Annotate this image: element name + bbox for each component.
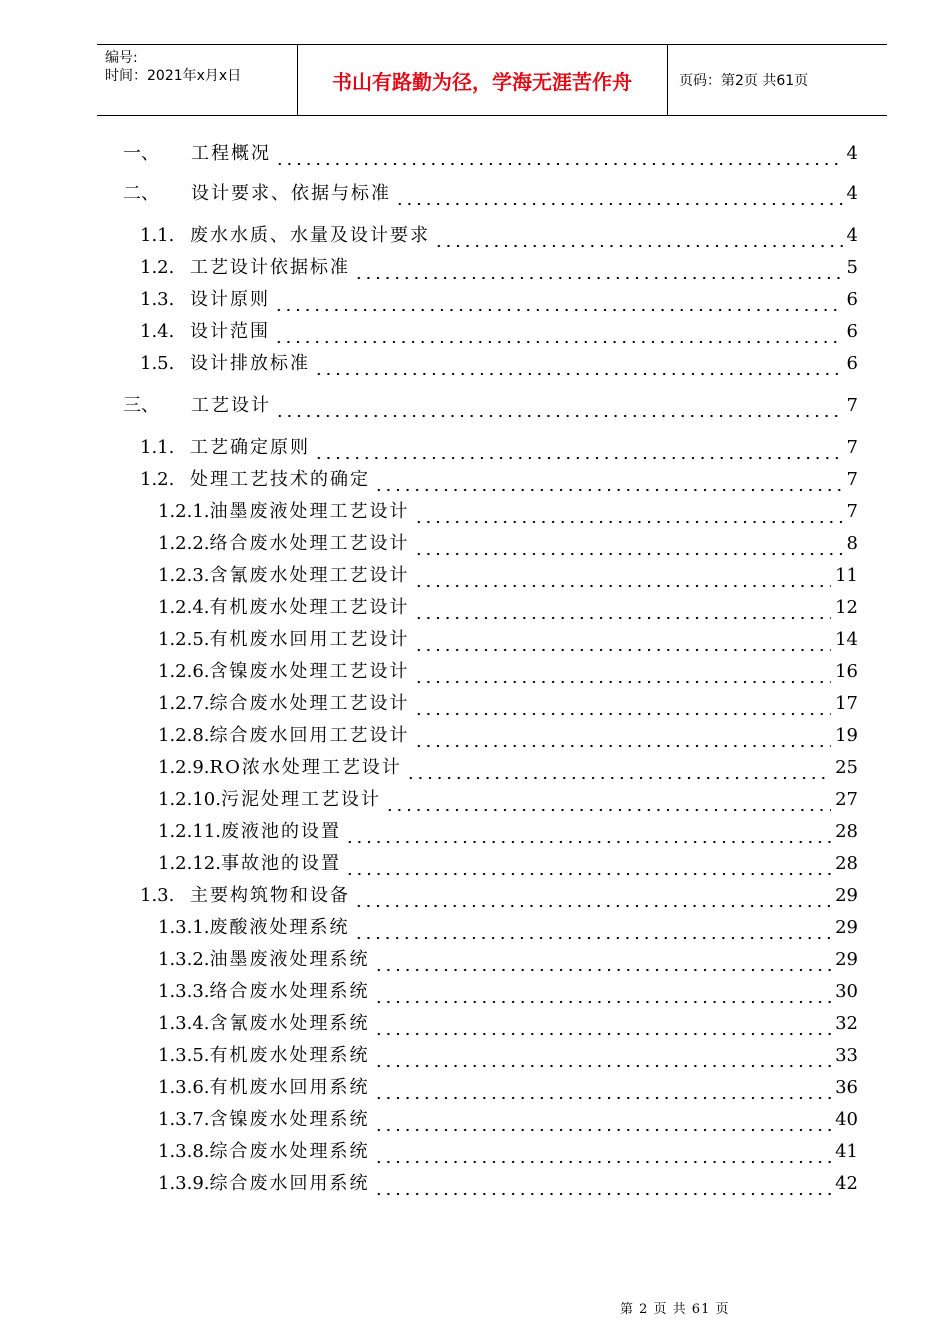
toc-leader-dots <box>374 984 832 1004</box>
toc-leader-dots <box>274 292 843 312</box>
toc-entry-title: 废水水质、水量及设计要求 <box>190 225 430 246</box>
toc-entry-number: 1.2.11. <box>158 821 221 842</box>
toc-entry[interactable] <box>158 722 858 748</box>
toc-entry-page: 33 <box>835 1045 858 1066</box>
toc-leader-dots <box>314 356 843 376</box>
toc-entry-title: 工程概况 <box>191 143 271 164</box>
toc-entry-title: 含氰废水处理工艺设计 <box>209 565 410 586</box>
toc-entry[interactable] <box>158 946 858 972</box>
toc-entry-title: 络合废水处理系统 <box>209 981 370 1002</box>
toc-entry[interactable] <box>158 498 858 524</box>
toc-leader-dots <box>414 696 832 716</box>
toc-entry-page: 32 <box>835 1013 858 1034</box>
toc-leader-dots <box>414 664 832 684</box>
header-divider-left <box>297 45 298 115</box>
toc-entry-title: 含氰废水处理系统 <box>209 1013 370 1034</box>
toc-entry[interactable] <box>158 1170 858 1196</box>
toc-entry-number: 1.2.8. <box>158 725 210 746</box>
toc-entry-number: 1.2. <box>140 257 175 278</box>
toc-entry-number: 二、 <box>123 183 159 204</box>
toc-entry[interactable] <box>158 658 858 684</box>
toc-entry-number: 1.2.1. <box>158 501 210 522</box>
toc-entry-page: 6 <box>846 353 858 374</box>
toc-entry-title: 有机废水处理工艺设计 <box>209 597 410 618</box>
toc-entry[interactable] <box>158 1138 858 1164</box>
toc-leader-dots <box>414 600 832 620</box>
toc-entry-title: 油墨废液处理工艺设计 <box>209 501 410 522</box>
toc-entry-number: 1.3.5. <box>158 1045 210 1066</box>
toc-entry-title: 污泥处理工艺设计 <box>220 789 381 810</box>
toc-leader-dots <box>354 888 831 908</box>
toc-entry-number: 1.2.5. <box>158 629 210 650</box>
toc-entry-title: 主要构筑物和设备 <box>190 885 350 906</box>
toc-entry-page: 19 <box>835 725 858 746</box>
toc-entry[interactable] <box>140 286 858 312</box>
toc-entry-number: 1.3.3. <box>158 981 210 1002</box>
toc-leader-dots <box>374 1144 832 1164</box>
toc-leader-dots <box>414 632 832 652</box>
toc-leader-dots <box>275 146 843 166</box>
toc-entry-number: 1.2.6. <box>158 661 210 682</box>
toc-entry-page: 7 <box>846 469 858 490</box>
toc-entry-number: 1.3.6. <box>158 1077 210 1098</box>
toc-entry-number: 1.3.4. <box>158 1013 210 1034</box>
toc-entry-number: 1.2. <box>140 469 175 490</box>
toc-entry-title: 含镍废水处理系统 <box>209 1109 370 1130</box>
toc-entry-title: 含镍废水处理工艺设计 <box>209 661 410 682</box>
toc-entry-title: 设计排放标准 <box>190 353 310 374</box>
toc-entry-title: 工艺设计 <box>191 395 271 416</box>
toc-entry-page: 36 <box>835 1077 858 1098</box>
toc-entry[interactable] <box>123 180 858 206</box>
toc-entry[interactable] <box>158 562 858 588</box>
toc-entry-number: 1.3. <box>140 885 175 906</box>
toc-entry-page: 28 <box>835 821 858 842</box>
toc-entry[interactable] <box>158 978 858 1004</box>
header-motto: 书山有路勤为径，学海无涯苦作舟 <box>332 69 632 94</box>
toc-entry-title: 设计范围 <box>190 321 270 342</box>
toc-entry-page: 4 <box>846 183 858 204</box>
toc-entry-number: 1.1. <box>140 437 175 458</box>
toc-leader-dots <box>374 472 843 492</box>
toc-entry[interactable] <box>158 626 858 652</box>
toc-entry[interactable] <box>140 434 858 460</box>
toc-entry-number: 1.2.12. <box>158 853 221 874</box>
toc-entry[interactable] <box>158 818 858 844</box>
toc-entry-page: 25 <box>835 757 858 778</box>
toc-entry-number: 1.5. <box>140 353 175 374</box>
toc-entry-number: 1.2.4. <box>158 597 210 618</box>
toc-entry[interactable] <box>140 882 858 908</box>
toc-entry-number: 1.2.2. <box>158 533 210 554</box>
toc-leader-dots <box>354 920 832 940</box>
toc-leader-dots <box>345 824 831 844</box>
toc-entry-page: 42 <box>835 1173 858 1194</box>
toc-leader-dots <box>414 536 843 556</box>
toc-entry[interactable] <box>158 1010 858 1036</box>
toc-entry-page: 5 <box>846 257 858 278</box>
toc-entry-page: 16 <box>835 661 858 682</box>
toc-entry[interactable] <box>158 530 858 556</box>
toc-entry-page: 8 <box>846 533 858 554</box>
toc-leader-dots <box>345 856 831 876</box>
toc-entry[interactable] <box>158 1042 858 1068</box>
toc-entry-number: 1.3. <box>140 289 175 310</box>
toc-entry-title: 有机废水处理系统 <box>209 1045 370 1066</box>
toc-entry-page: 4 <box>846 143 858 164</box>
toc-entry-title: 有机废水回用系统 <box>209 1077 370 1098</box>
toc-entry[interactable] <box>158 850 858 876</box>
toc-entry-page: 40 <box>835 1109 858 1130</box>
toc-entry-title: 络合废水处理工艺设计 <box>209 533 410 554</box>
toc-entry-number: 1.3.7. <box>158 1109 210 1130</box>
toc-entry-page: 7 <box>846 395 858 416</box>
toc-leader-dots <box>374 952 832 972</box>
toc-entry-number: 三、 <box>123 395 159 416</box>
toc-entry[interactable] <box>140 222 858 248</box>
toc-leader-dots <box>414 504 843 524</box>
toc-leader-dots <box>385 792 831 812</box>
toc-leader-dots <box>274 324 843 344</box>
toc-leader-dots <box>354 260 843 280</box>
toc-entry-title: 处理工艺技术的确定 <box>190 469 370 490</box>
toc-entry[interactable] <box>123 140 858 166</box>
toc-entry-page: 29 <box>835 917 858 938</box>
toc-entry-title: 事故池的设置 <box>220 853 341 874</box>
toc-entry-number: 1.2.7. <box>158 693 210 714</box>
toc-entry[interactable] <box>123 392 858 418</box>
toc-entry-page: 29 <box>835 885 858 906</box>
toc-entry[interactable] <box>158 914 858 940</box>
toc-entry-title: 油墨废液处理系统 <box>209 949 370 970</box>
toc-entry-page: 4 <box>846 225 858 246</box>
toc-entry-title: 废液池的设置 <box>220 821 341 842</box>
toc-entry[interactable] <box>158 1074 858 1100</box>
toc-entry-number: 1.3.1. <box>158 917 210 938</box>
toc-entry-title: 有机废水回用工艺设计 <box>209 629 410 650</box>
toc-entry-page: 28 <box>835 853 858 874</box>
page-footer: 第 2 页 共 61 页 <box>620 1302 730 1317</box>
toc-entry-number: 1.4. <box>140 321 175 342</box>
toc-leader-dots <box>374 1112 832 1132</box>
toc-leader-dots <box>395 186 843 206</box>
toc-entry-title: 设计要求、依据与标准 <box>191 183 391 204</box>
toc-entry-page: 7 <box>846 501 858 522</box>
toc-entry-title: 工艺设计依据标准 <box>190 257 350 278</box>
toc-entry-number: 1.3.9. <box>158 1173 210 1194</box>
toc-entry-number: 1.2.10. <box>158 789 221 810</box>
toc-entry-page: 6 <box>846 321 858 342</box>
toc-entry-number: 1.3.2. <box>158 949 210 970</box>
toc-entry-page: 29 <box>835 949 858 970</box>
toc-entry-number: 一、 <box>123 143 159 164</box>
toc-entry-page: 30 <box>835 981 858 1002</box>
toc-entry-title: RO浓水处理工艺设计 <box>209 757 402 778</box>
toc-entry[interactable] <box>158 690 858 716</box>
toc-leader-dots <box>374 1016 832 1036</box>
toc-entry-page: 27 <box>835 789 858 810</box>
toc-entry[interactable] <box>140 350 858 376</box>
toc-entry-page: 41 <box>835 1141 858 1162</box>
toc-entry[interactable] <box>158 1106 858 1132</box>
toc-entry[interactable] <box>140 318 858 344</box>
toc-leader-dots <box>374 1080 832 1100</box>
toc-entry-title: 工艺确定原则 <box>190 437 310 458</box>
toc-entry-title: 设计原则 <box>190 289 270 310</box>
toc-leader-dots <box>414 568 832 588</box>
header-page-info: 页码：第2页 共61页 <box>679 73 809 89</box>
toc-entry-page: 7 <box>846 437 858 458</box>
toc-entry-number: 1.3.8. <box>158 1141 210 1162</box>
toc-entry-number: 1.1. <box>140 225 175 246</box>
toc-entry-page: 11 <box>835 565 858 586</box>
toc-entry-number: 1.2.9. <box>158 757 210 778</box>
toc-leader-dots <box>314 440 843 460</box>
toc-leader-dots <box>414 728 832 748</box>
toc-leader-dots <box>406 760 831 780</box>
toc-entry-title: 综合废水回用系统 <box>209 1173 370 1194</box>
toc-entry-page: 12 <box>835 597 858 618</box>
toc-entry[interactable] <box>158 754 858 780</box>
page-header <box>97 44 887 116</box>
toc-entry-page: 14 <box>835 629 858 650</box>
toc-entry-title: 综合废水处理工艺设计 <box>209 693 410 714</box>
toc-entry-title: 综合废水回用工艺设计 <box>209 725 410 746</box>
toc-leader-dots <box>374 1048 832 1068</box>
toc-entry-page: 6 <box>846 289 858 310</box>
toc-entry[interactable] <box>140 466 858 492</box>
toc-leader-dots <box>434 228 843 248</box>
toc-leader-dots <box>275 398 843 418</box>
header-meta <box>105 49 295 85</box>
toc-entry-title: 综合废水处理系统 <box>209 1141 370 1162</box>
doc-time-label: 时间：2021年x月x日 <box>105 68 242 84</box>
toc-entry[interactable] <box>140 254 858 280</box>
header-divider-right <box>667 45 668 115</box>
toc-entry[interactable] <box>158 594 858 620</box>
toc-entry-title: 废酸液处理系统 <box>209 917 350 938</box>
toc-entry-page: 17 <box>835 693 858 714</box>
doc-number-label: 编号: <box>105 50 138 66</box>
toc-entry-number: 1.2.3. <box>158 565 210 586</box>
toc-entry[interactable] <box>158 786 858 812</box>
toc-leader-dots <box>374 1176 832 1196</box>
